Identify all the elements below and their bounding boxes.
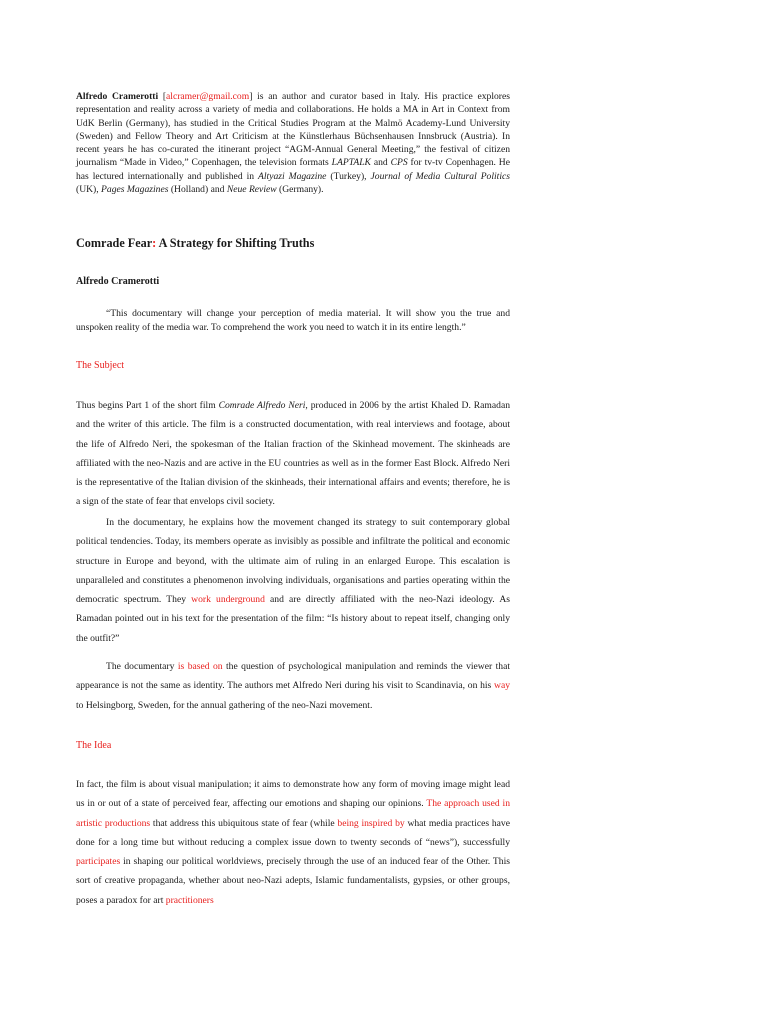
paragraph-text: Thus begins Part 1 of the short film	[76, 400, 219, 411]
article-author: Alfredo Cramerotti	[76, 276, 160, 287]
bio-text: [	[158, 91, 167, 102]
film-title: Comrade Alfredo Neri	[218, 400, 306, 411]
highlighted-text: participates	[76, 856, 121, 868]
bio-text: (Turkey),	[326, 170, 371, 182]
bio-title-neue: Neue Review	[226, 184, 277, 196]
highlighted-text: work underground	[191, 594, 265, 606]
bio-text: (Holland) and	[168, 184, 227, 196]
highlighted-text: being inspired by	[337, 817, 405, 829]
paragraph-text: what media practices have done for a long time but without reducing a complex issue down to twenty seconds of “news”), successfully	[76, 817, 510, 848]
paragraph-2	[76, 513, 510, 648]
paragraph-text: to Helsingborg, Sweden, for the annual gathering of the neo-Nazi movement.	[76, 699, 373, 711]
paragraph-text: In the documentary, he explains how the movement changed its strategy to suit contemporary global political tendencies. Today, its members operate as invisibly as possible and infiltrate the political and economic structure in Europe and beyond, with the ultimate aim of ruling in an enlarged Europe. This escalation is unparalleled and constitutes a phenomenon involving individuals, organisations and parties operating within the democratic spectrum. They	[76, 517, 510, 606]
paragraph-text: and are directly affiliated with the neo-Nazi ideology. As Ramadan pointed out in his text for the presentation of the film: “Is history about to repeat itself, changing only the outfit?”	[76, 594, 510, 644]
bio-text: and	[370, 157, 391, 169]
paragraph-text: In fact, the film is about visual manipulation; it aims to demonstrate how any form of moving image might lead us in or out of a state of perceived fear, affecting our emotions and shaping our opinions.	[76, 779, 510, 810]
bio-text: ] is an author and curator based in Italy. His practice explores representation and reality across a variety of media and collaborations. He holds a MA in Art in Context from UdK Berlin (Germany), has studied in the Critical Studies Program at the Malmö Academy-Lund University (Sweden) and Fellow Theory and Art Criticism at the Künstlerhaus Büchsenhausen Innsbruck (Austria). In recent years he has co-curated the itinerant project “AGM-Annual General Meeting,” the festival of citizen journalism “Made in Video,” Copenhagen, the television formats	[76, 91, 510, 169]
paragraph-text: , produced in 2006 by the artist Khaled D. Ramadan and the writer of this article. The film is a constructed documentation, with real interviews and footage, about the life of Alfredo Neri, the spokesman of the Italian fraction of the Skinhead movement. The skinheads are affiliated with the neo-Nazis and are active in the EU countries as well as in the former East Block. Alfredo Neri is the representative of the Italian division of the skinheads, their international affairs and events; therefore, he is a sign of the state of fear that envelops civil society.	[76, 400, 511, 508]
paragraph-text: that address this ubiquitous state of fear (while	[150, 817, 338, 829]
article-title	[76, 236, 510, 251]
bio-title-jmcp: Journal of Media Cultural Politics	[370, 170, 511, 182]
highlighted-text: The approach used in artistic productions	[76, 798, 510, 829]
opening-quote: “This documentary will change your perception of media material. It will show you the true and unspoken reality of the media war. To comprehend the work you need to watch it in its entire length.”	[76, 308, 510, 333]
highlighted-text: practitioners	[165, 894, 214, 906]
author-bio	[76, 90, 510, 196]
title-colon: :	[152, 236, 157, 250]
title-subtitle: A Strategy for Shifting Truths	[156, 236, 315, 250]
paragraph-text: the question of psychological manipulation and reminds the viewer that appearance is not the same as identity. The authors met Alfredo Neri during his visit to Scandinavia, on his	[76, 661, 510, 692]
highlighted-text: is based on	[177, 661, 223, 672]
bio-title-laptalk: LAPTALK	[331, 157, 371, 169]
bio-author-name: Alfredo Cramerotti	[76, 91, 159, 102]
bio-title-altyazi: Altyazi Magazine	[258, 170, 327, 182]
section-heading-subject: The Subject	[76, 360, 125, 371]
bio-title-cps: CPS	[390, 157, 408, 169]
author-email-link[interactable]: alcramer@gmail.com	[166, 91, 250, 102]
paragraph-text: in shaping our political worldviews, precisely through the use of an induced fear of the Other. This sort of creative propaganda, whether about neo-Nazi adepts, Islamic fundamentalists, gypsies, or other groups, poses a paradox for art	[76, 856, 510, 906]
highlighted-text: way	[494, 680, 510, 692]
paragraph-1	[76, 396, 510, 512]
bio-title-pages: Pages Magazines	[101, 184, 169, 196]
paragraph-3	[76, 657, 510, 715]
section-heading-idea: The Idea	[76, 740, 112, 751]
bio-text: for tv-tv Copenhagen. He has lectured internationally and published in	[76, 157, 510, 182]
bio-text: (UK),	[76, 184, 102, 196]
title-main: Comrade Fear	[76, 236, 153, 250]
paragraph-4	[76, 775, 510, 910]
bio-text: (Germany).	[276, 184, 324, 196]
paragraph-text: The documentary	[106, 661, 178, 672]
